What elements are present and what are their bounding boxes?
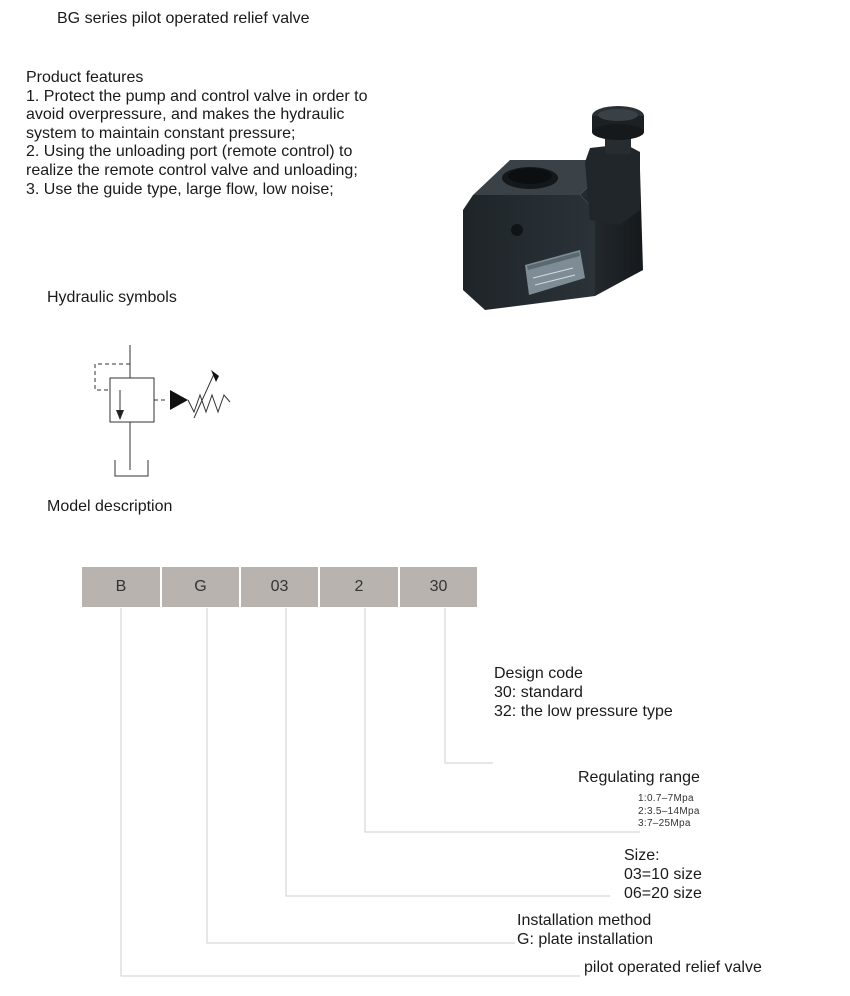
features-heading: Product features — [26, 69, 144, 86]
size-option: 06=20 size — [624, 885, 702, 902]
feature-line: 3. Use the guide type, large flow, low noise; — [26, 180, 334, 198]
range-option: 1:0.7–7Mpa — [638, 793, 694, 804]
design-code-description — [494, 664, 673, 721]
regulating-range-heading: Regulating range — [578, 769, 700, 786]
model-code-design: 30 — [400, 567, 477, 607]
hydraulic-symbols-label: Hydraulic symbols — [47, 289, 177, 306]
design-code-heading: Design code — [494, 665, 583, 682]
page-title: BG series pilot operated relief valve — [57, 10, 310, 27]
valve-type-description: pilot operated relief valve — [584, 959, 762, 976]
model-code-installation: G — [162, 567, 239, 607]
feature-line: system to maintain constant pressure; — [26, 124, 296, 142]
model-code-pressure: 2 — [320, 567, 398, 607]
size-description — [624, 846, 702, 903]
feature-line: 2. Using the unloading port (remote control) to — [26, 143, 353, 161]
size-heading: Size: — [624, 847, 660, 864]
feature-line: avoid overpressure, and makes the hydraulic — [26, 106, 345, 124]
feature-line: realize the remote control valve and unloading; — [26, 161, 358, 179]
model-description-label: Model description — [47, 498, 173, 515]
range-option: 2:3.5–14Mpa — [638, 805, 700, 817]
installation-option: G: plate installation — [517, 931, 654, 948]
design-code-option: 32: the low pressure type — [494, 703, 673, 720]
installation-description — [517, 911, 653, 949]
regulating-range-options — [638, 793, 700, 831]
size-option: 03=10 size — [624, 866, 702, 883]
model-code-size: 03 — [241, 567, 318, 607]
model-code-series: B — [82, 567, 160, 607]
feature-line: 1. Protect the pump and control valve in order to — [26, 87, 368, 105]
range-option: 3:7–25Mpa — [638, 818, 691, 829]
design-code-option: 30: standard — [494, 684, 583, 701]
installation-heading: Installation method — [517, 912, 652, 929]
